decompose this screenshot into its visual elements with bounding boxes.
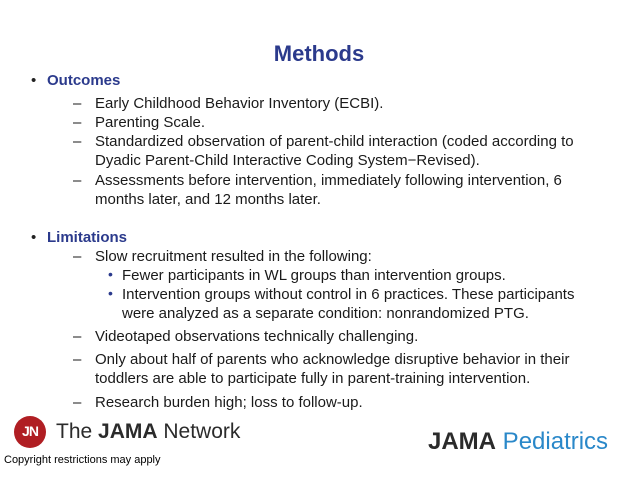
bullet-icon: • bbox=[108, 285, 113, 301]
dash-icon: – bbox=[73, 351, 82, 368]
section-heading-label: Limitations bbox=[47, 229, 128, 246]
list-item bbox=[73, 350, 615, 388]
list-item-text: Videotaped observations technically challenging. bbox=[95, 328, 419, 345]
list-item-text: Research burden high; loss to follow-up. bbox=[95, 394, 363, 411]
logo-letters: JN bbox=[22, 423, 38, 439]
list-item-text: Standardized observation of parent-child interaction (coded according to bbox=[95, 133, 574, 150]
section-heading-label: Outcomes bbox=[47, 72, 121, 89]
dash-icon: – bbox=[73, 114, 82, 131]
list-item-text: toddlers are able to participate fully in parent-training intervention. bbox=[95, 370, 531, 387]
sub-list-item bbox=[108, 266, 612, 285]
sub-list-item bbox=[108, 285, 612, 323]
jama-pediatrics-wordmark bbox=[428, 428, 608, 456]
list-item bbox=[73, 132, 615, 170]
list-item-text: Only about half of parents who acknowledge disruptive behavior in their bbox=[95, 351, 570, 368]
dash-icon: – bbox=[73, 172, 82, 189]
list-item-text: Assessments before intervention, immediately following intervention, 6 bbox=[95, 172, 562, 189]
list-item bbox=[73, 171, 615, 209]
wordmark-network: Network bbox=[157, 420, 241, 443]
list-item bbox=[73, 327, 615, 346]
list-item-text: Parenting Scale. bbox=[95, 114, 206, 131]
section-heading-limitations bbox=[31, 229, 128, 246]
list-item-text: Dyadic Parent-Child Interactive Coding System−Revised). bbox=[95, 152, 480, 169]
list-item-text: Early Childhood Behavior Inventory (ECBI). bbox=[95, 95, 384, 112]
list-item bbox=[73, 113, 615, 132]
list-item bbox=[73, 94, 615, 113]
sub-list-item-text: Fewer participants in WL groups than intervention groups. bbox=[122, 267, 506, 284]
bullet-icon: • bbox=[31, 229, 37, 246]
dash-icon: – bbox=[73, 95, 82, 112]
bullet-icon: • bbox=[108, 266, 113, 282]
dash-icon: – bbox=[73, 394, 82, 411]
list-item-text: months later, and 12 months later. bbox=[95, 191, 321, 208]
sub-list-item-text: Intervention groups without control in 6 practices. These participants bbox=[122, 286, 575, 303]
slide-title: Methods bbox=[273, 41, 365, 66]
list-item-text: Slow recruitment resulted in the following: bbox=[95, 248, 372, 265]
dash-icon: – bbox=[73, 133, 82, 150]
list-item bbox=[73, 393, 615, 412]
copyright-notice: Copyright restrictions may apply bbox=[4, 454, 161, 466]
list-item bbox=[73, 247, 615, 266]
jama-network-logo-icon bbox=[14, 416, 46, 448]
jama-network-wordmark bbox=[56, 420, 240, 444]
wordmark-the: The bbox=[56, 420, 99, 443]
journal-jama: JAMA bbox=[428, 428, 497, 455]
sub-list-item-text: were analyzed as a separate condition: nonrandomized PTG. bbox=[122, 305, 529, 322]
wordmark-jama: JAMA bbox=[98, 420, 158, 443]
journal-name: Pediatrics bbox=[496, 428, 609, 455]
bullet-icon: • bbox=[31, 72, 37, 89]
dash-icon: – bbox=[73, 328, 82, 345]
dash-icon: – bbox=[73, 248, 82, 265]
section-heading-outcomes bbox=[31, 72, 121, 89]
